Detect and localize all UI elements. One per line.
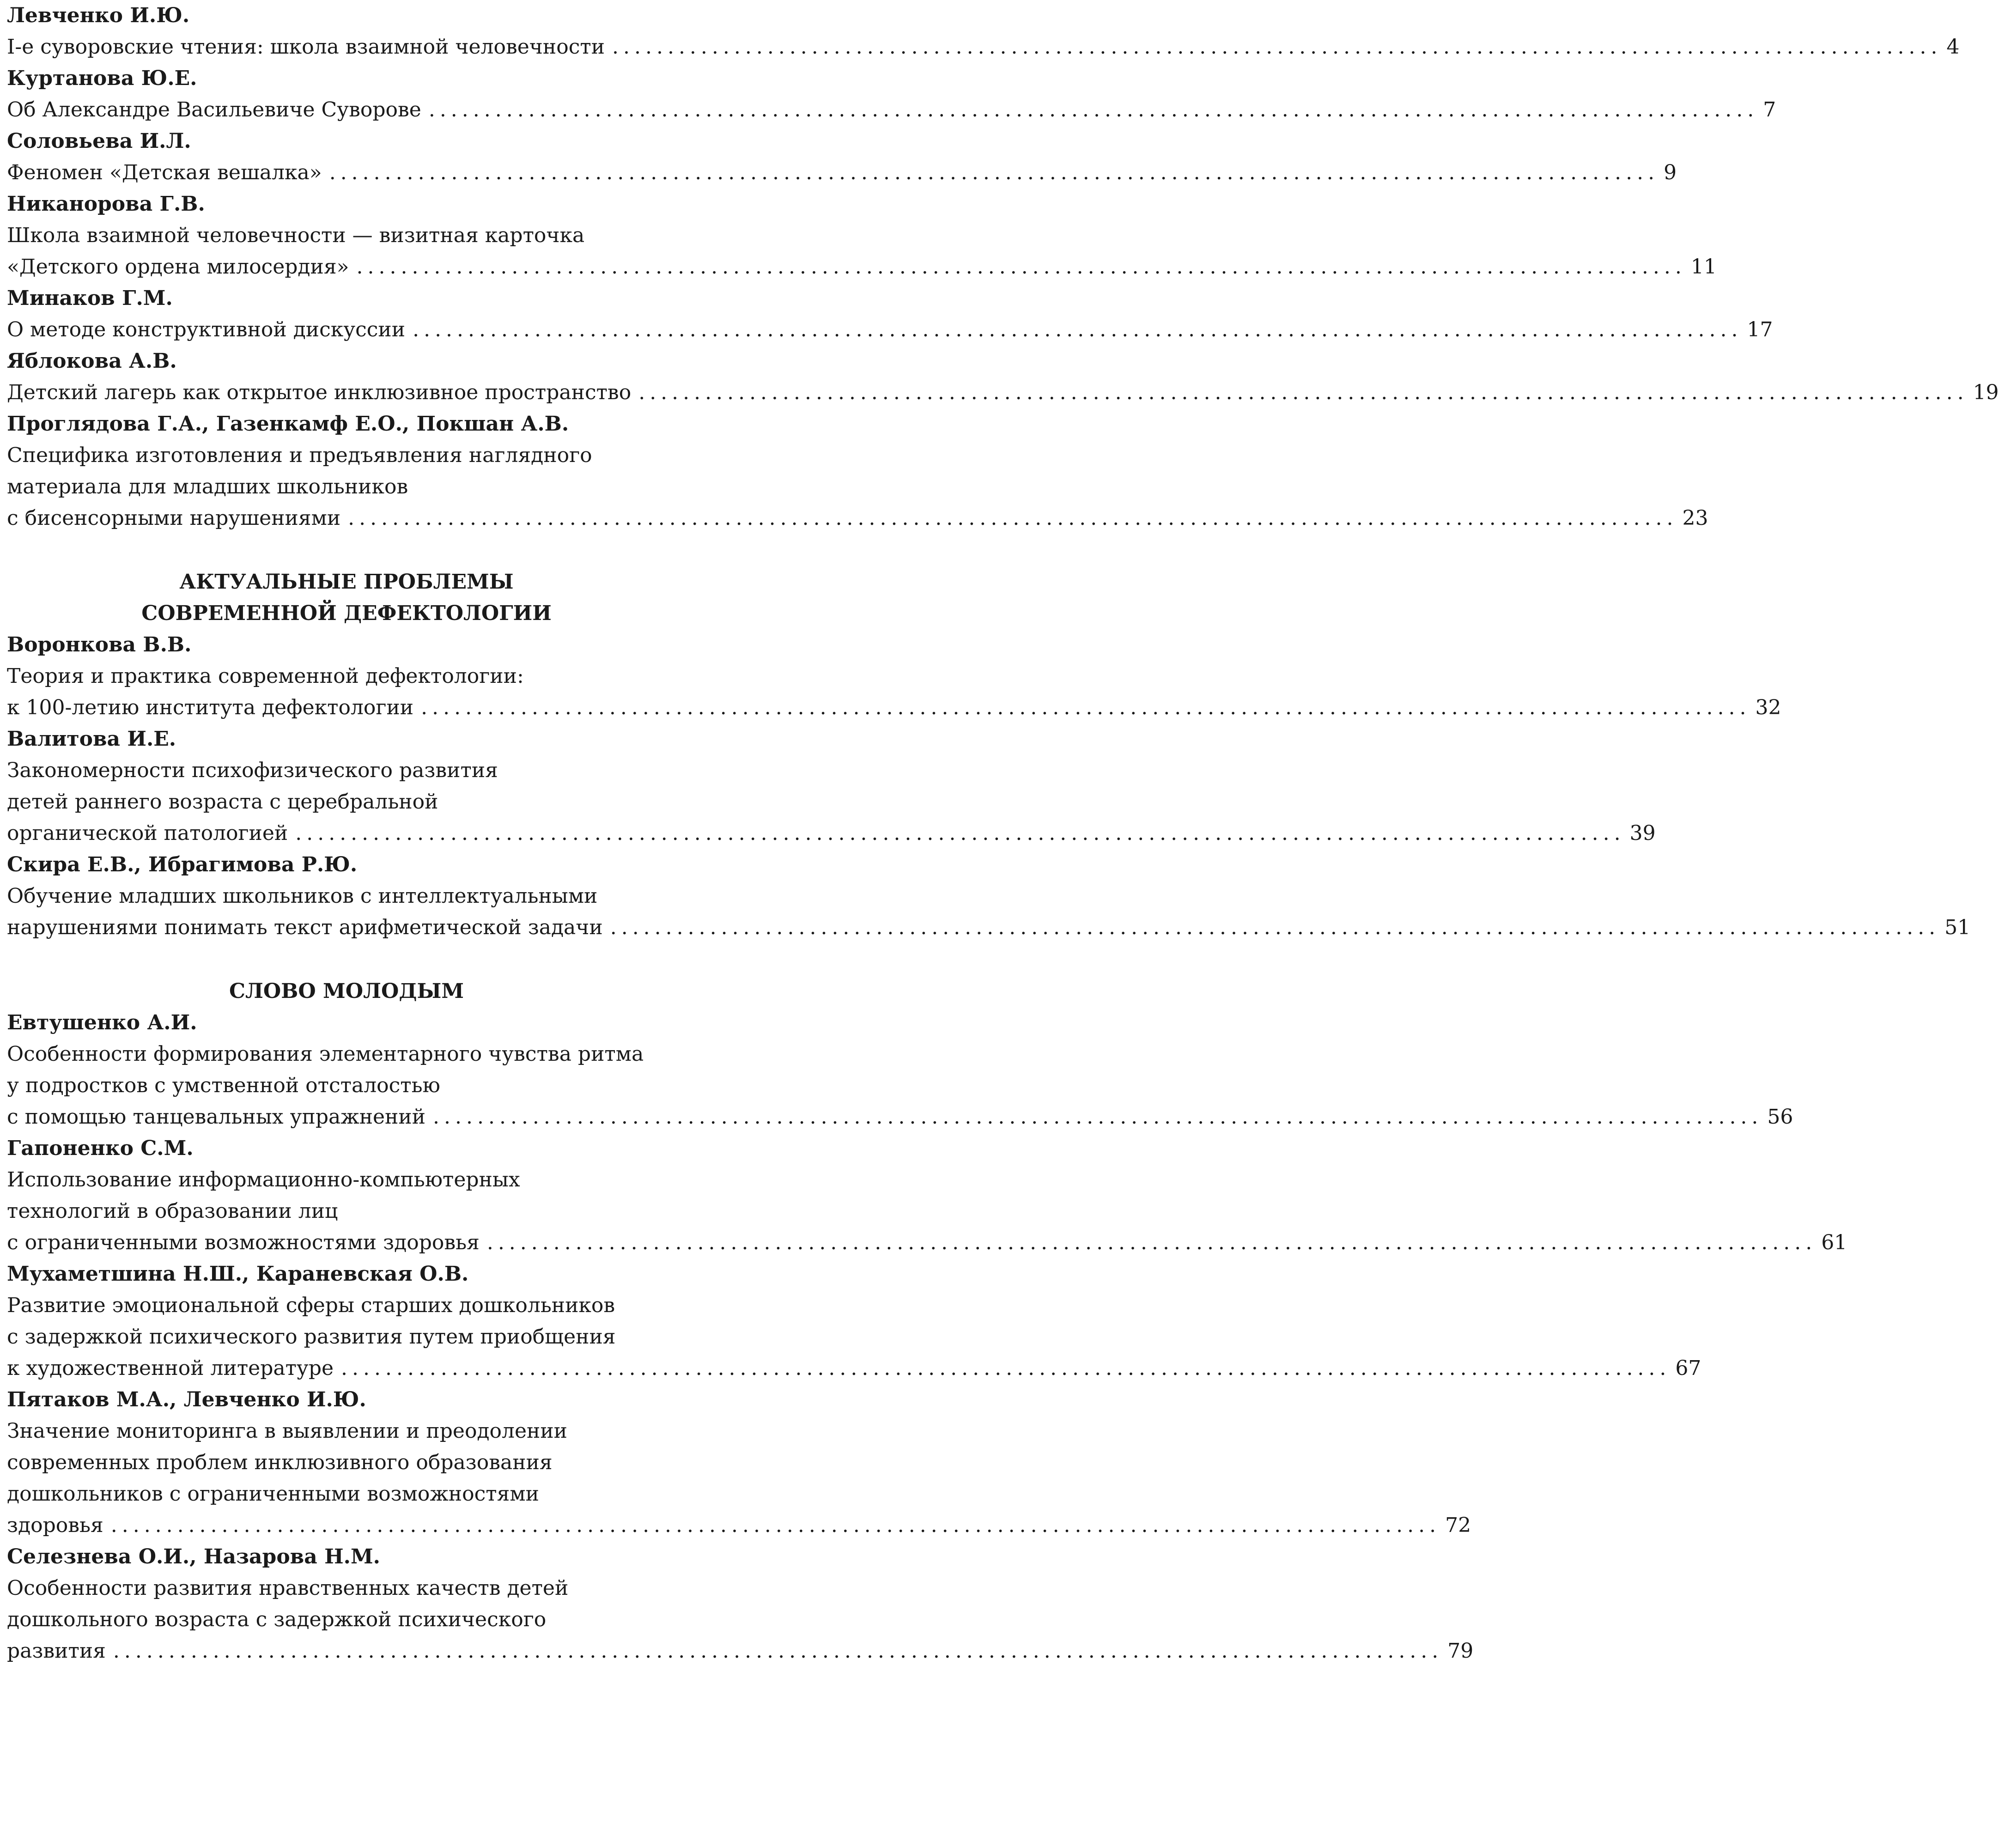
- entry-title-line: с задержкой психического развития путем приобщения: [7, 1325, 616, 1349]
- entry-title-line: Развитие эмоциональной сферы старших дошкольников: [7, 1294, 615, 1317]
- entry-title-line: с помощью танцевальных упражнений: [7, 1105, 426, 1129]
- entry-last-line: [7, 1353, 1701, 1384]
- entry-title-line: Использование информационно-компьютерных: [7, 1168, 520, 1191]
- entry-title-line: I-е суворовские чтения: школа взаимной человечности: [7, 35, 605, 59]
- toc-entry: [7, 63, 1776, 126]
- entry-title-line: дошкольников с ограниченными возможностями: [7, 1482, 539, 1506]
- entry-last-line: [7, 1635, 1474, 1667]
- section-heading-young: [7, 976, 693, 1007]
- entry-title-line: Феномен «Детская вешалка»: [7, 161, 322, 184]
- page-number: 79: [1447, 1639, 1474, 1663]
- entry-title-line: Значение мониторинга в выявлении и преодолении: [7, 1419, 567, 1443]
- entry-last-line: [7, 251, 1717, 283]
- page-number: 56: [1767, 1105, 1793, 1129]
- entry-author: Соловьева И.Л.: [7, 129, 191, 153]
- dot-leader: ........................................................................................................................: [433, 1105, 1763, 1129]
- entry-last-line: [7, 503, 1708, 534]
- toc-entry: [7, 283, 1773, 346]
- dot-leader: ........................................................................................................................: [341, 1356, 1671, 1380]
- page-number: 51: [1944, 916, 1971, 939]
- entry-author: Пятаков М.А., Левченко И.Ю.: [7, 1388, 366, 1411]
- entry-author: Воронкова В.В.: [7, 633, 192, 657]
- entry-title-line: у подростков с умственной отсталостью: [7, 1074, 440, 1097]
- entry-author: Мухаметшина Н.Ш., Караневская О.В.: [7, 1262, 469, 1286]
- entry-title-line: Детский лагерь как открытое инклюзивное пространство: [7, 381, 632, 404]
- entry-title-line: к художественной литературе: [7, 1356, 334, 1380]
- dot-leader: ........................................................................................................................: [329, 161, 1659, 184]
- toc-entry: [7, 1541, 1474, 1667]
- entry-title-line: Обучение младших школьников с интеллектуальными: [7, 884, 598, 908]
- entry-author: Левченко И.Ю.: [7, 4, 190, 27]
- toc-entry: [7, 126, 1677, 188]
- entry-last-line: [7, 1227, 1847, 1258]
- entry-author: Куртанова Ю.Е.: [7, 67, 197, 90]
- toc-entry: [7, 1258, 1701, 1384]
- entry-title-line: нарушениями понимать текст арифметической задачи: [7, 916, 603, 939]
- page-number: 39: [1629, 821, 1656, 845]
- entries-group-b: [7, 629, 1971, 943]
- entry-last-line: [7, 1510, 1471, 1541]
- page-number: 9: [1664, 161, 1677, 184]
- dot-leader: ........................................................................................................................: [421, 696, 1751, 719]
- page-number: 23: [1682, 506, 1708, 530]
- entry-last-line: [7, 818, 1656, 849]
- page-number: 17: [1747, 318, 1773, 341]
- entry-author: Никанорова Г.В.: [7, 192, 205, 216]
- entry-title-line: к 100-летию института дефектологии: [7, 696, 414, 719]
- entry-title-line: с ограниченными возможностями здоровья: [7, 1231, 480, 1254]
- toc-entry: [7, 1007, 1793, 1133]
- dot-leader: ........................................................................................................................: [610, 916, 1940, 939]
- entry-last-line: [7, 314, 1773, 346]
- entry-author: Селезнева О.И., Назарова Н.М.: [7, 1545, 380, 1568]
- page-number: 19: [1973, 381, 1999, 404]
- toc-entry: [7, 346, 1999, 408]
- entry-title-line: Специфика изготовления и предъявления наглядного: [7, 444, 592, 467]
- entry-last-line: [7, 94, 1776, 126]
- entry-author: Минаков Г.М.: [7, 286, 173, 310]
- page-number: 32: [1755, 696, 1781, 719]
- entry-title-line: развития: [7, 1639, 106, 1663]
- section-gap: [7, 534, 693, 566]
- entries-group-c: [7, 1007, 1847, 1667]
- section-heading-line: СОВРЕМЕННОЙ ДЕФЕКТОЛОГИИ: [141, 602, 552, 625]
- toc-entry: [7, 723, 1656, 849]
- entry-title-line: Школа взаимной человечности — визитная карточка: [7, 224, 585, 247]
- entry-title-line: Теория и практика современной дефектологии:: [7, 664, 524, 688]
- entry-title-line: дошкольного возраста с задержкой психического: [7, 1608, 547, 1631]
- page-number: 7: [1763, 98, 1776, 122]
- toc-entry: [7, 1133, 1847, 1258]
- entry-last-line: [7, 1101, 1793, 1133]
- toc-entry: [7, 629, 1781, 723]
- dot-leader: ........................................................................................................................: [428, 98, 1759, 122]
- entry-title-line: «Детского ордена милосердия»: [7, 255, 349, 279]
- toc-entry: [7, 1384, 1471, 1541]
- entry-author: Гапоненко С.М.: [7, 1137, 194, 1160]
- dot-leader: ........................................................................................................................: [348, 506, 1678, 530]
- entry-title-line: Особенности развития нравственных качеств детей: [7, 1576, 569, 1600]
- entry-title-line: Об Александре Васильевиче Суворове: [7, 98, 421, 122]
- entries-group-a: [7, 0, 1999, 534]
- dot-leader: ........................................................................................................................: [113, 1639, 1443, 1663]
- page-number: 4: [1946, 35, 1960, 59]
- toc-entry: [7, 408, 1708, 534]
- entry-title-line: О методе конструктивной дискуссии: [7, 318, 406, 341]
- entry-last-line: [7, 692, 1781, 723]
- dot-leader: ........................................................................................................................: [110, 1514, 1441, 1537]
- entry-author: Яблокова А.В.: [7, 349, 177, 373]
- entry-author: Скира Е.В., Ибрагимова Р.Ю.: [7, 853, 358, 876]
- dot-leader: ........................................................................................................................: [295, 821, 1625, 845]
- entry-last-line: [7, 157, 1677, 188]
- entry-last-line: [7, 31, 1960, 63]
- entry-author: Проглядова Г.А., Газенкамф Е.О., Покшан А.В.: [7, 412, 569, 436]
- toc-entry: [7, 0, 1960, 63]
- entry-title-line: Закономерности психофизического развития: [7, 759, 498, 782]
- entry-last-line: [7, 912, 1971, 943]
- page-number: 67: [1675, 1356, 1701, 1380]
- page-number: 61: [1821, 1231, 1847, 1254]
- entry-title-line: материала для младших школьников: [7, 475, 408, 498]
- entry-title-line: с бисенсорными нарушениями: [7, 506, 341, 530]
- dot-leader: ........................................................................................................................: [413, 318, 1743, 341]
- section-heading-defectology: [7, 566, 693, 629]
- entry-last-line: [7, 377, 1999, 408]
- toc-entry: [7, 188, 1717, 283]
- entry-title-line: современных проблем инклюзивного образования: [7, 1451, 553, 1474]
- entry-author: Евтушенко А.И.: [7, 1011, 197, 1034]
- dot-leader: ........................................................................................................................: [612, 35, 1942, 59]
- entry-title-line: здоровья: [7, 1514, 103, 1537]
- entry-title-line: детей раннего возраста с церебральной: [7, 790, 438, 814]
- page-number: 11: [1690, 255, 1717, 279]
- page-number: 72: [1445, 1514, 1471, 1537]
- dot-leader: ........................................................................................................................: [356, 255, 1686, 279]
- toc-entry: [7, 849, 1971, 943]
- entry-title-line: технологий в образовании лиц: [7, 1199, 338, 1223]
- dot-leader: ........................................................................................................................: [638, 381, 1969, 404]
- section-heading-line: СЛОВО МОЛОДЫМ: [229, 979, 464, 1003]
- entry-author: Валитова И.Е.: [7, 727, 176, 751]
- entry-title-line: органической патологией: [7, 821, 288, 845]
- section-heading-line: АКТУАЛЬНЫЕ ПРОБЛЕМЫ: [179, 570, 514, 594]
- dot-leader: ........................................................................................................................: [486, 1231, 1817, 1254]
- section-gap: [7, 943, 693, 976]
- entry-title-line: Особенности формирования элементарного чувства ритма: [7, 1042, 644, 1066]
